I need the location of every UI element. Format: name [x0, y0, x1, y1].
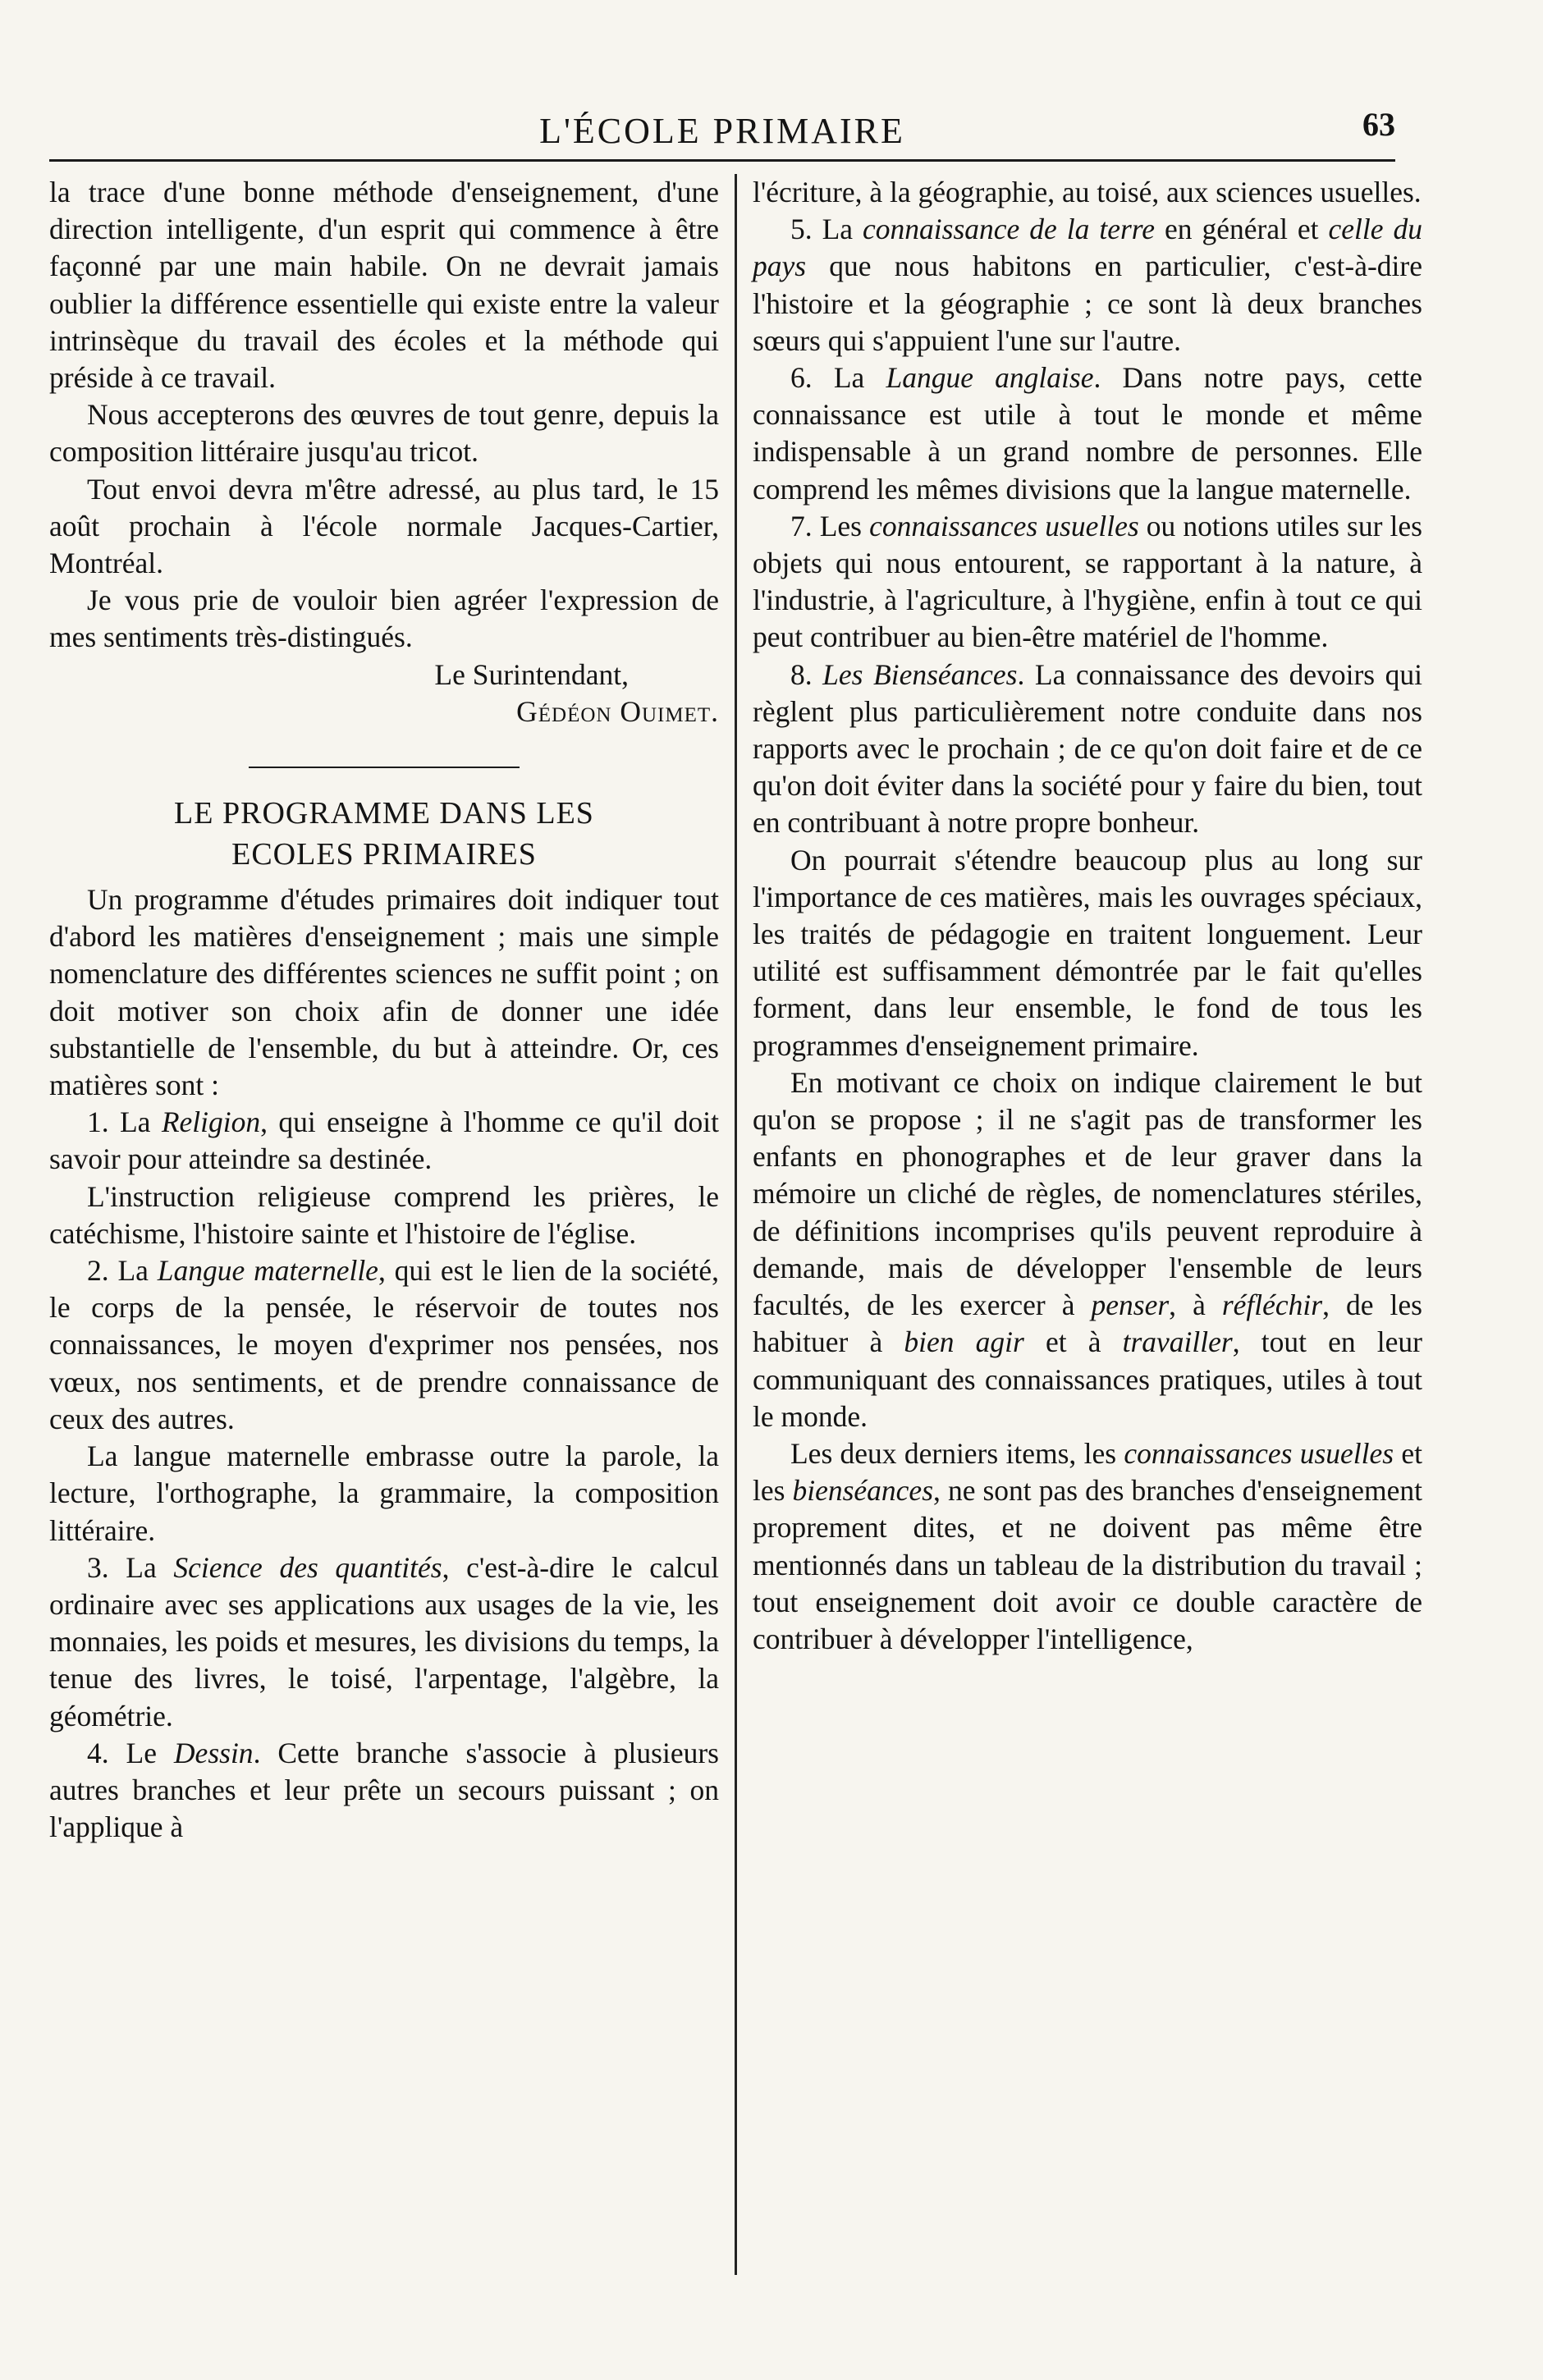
list-item: 7. Les connaissances usuelles ou notions utiles sur les objets qui nous entourent, se rapportant à la nature, à l'industrie, à l'agriculture, à l'hygiène, enfin à tout ce qui peut contribuer au bien-être matériel de l'homme. — [753, 509, 1422, 654]
list-item: 8. Les Bienséances. La connaissance des devoirs qui règlent plus particulièrement notre conduite dans nos rapports avec le prochain ; de ce qu'on doit faire et de ce qu'on doit éviter dans la société pour y faire du bien, tout en contribuant à notre propre bonheur. — [753, 657, 1422, 840]
emphasis: Les Bienséances — [822, 657, 1018, 691]
emphasis: connaissance de la terre — [863, 213, 1156, 246]
signature-title: Le Surintendant, — [434, 657, 629, 691]
emphasis: Dessin — [173, 1736, 254, 1769]
list-item: 3. La Science des quantités, c'est-à-dire le calcul ordinaire avec ses applications aux usages de la vie, les monnaies, les poids et mesures, les divisions du temps, la tenue des livres, le toisé, l'arpentage, l'algèbre, la géométrie. — [49, 1550, 719, 1732]
emphasis: Langue maternelle — [157, 1254, 378, 1288]
section-heading — [49, 793, 719, 875]
paragraph: L'instruction religieuse comprend les prières, le catéchisme, l'histoire sainte et l'histoire de l'église. — [49, 1179, 719, 1250]
list-item: 6. La Langue anglaise. Dans notre pays, cette connaissance est utile à tout le monde et même indispensable à un grand nombre de personnes. Elle comprend les mêmes divisions que la langue maternelle. — [753, 361, 1422, 506]
emphasis: connaissances usuelles — [869, 509, 1139, 542]
paragraph: Tout envoi devra m'être adressé, au plus tard, le 15 août prochain à l'école normale Jacques-Cartier, Montréal. — [49, 472, 719, 580]
list-item: 1. La Religion, qui enseigne à l'homme ce qu'il doit savoir pour atteindre sa destinée. — [49, 1105, 719, 1176]
list-item: 5. La connaissance de la terre en général et celle du pays que nous habitons en particulier, c'est-à-dire l'histoire et la géographie ; ce sont là deux branches sœurs qui s'appuient l'une sur l'autre. — [753, 213, 1422, 357]
left-column — [49, 174, 719, 1846]
emphasis: penser — [1091, 1288, 1170, 1322]
page-number: 63 — [1362, 106, 1395, 143]
list-item: 4. Le Dessin. Cette branche s'associe à plusieurs autres branches et leur prête un secours puissant ; on l'applique à — [49, 1736, 719, 1844]
running-head — [49, 105, 1395, 154]
paragraph: Un programme d'études primaires doit indiquer tout d'abord les matières d'enseignement ; mais une simple nomenclature des différentes sciences ne suffit point ; on doit motiver son choix afin de donner une idée substantielle de l'ensemble, du but à atteindre. Or, ces matières sont : — [49, 883, 719, 1102]
header-rule — [49, 159, 1395, 162]
column-divider — [735, 174, 737, 2275]
paragraph: On pourrait s'étendre beaucoup plus au long sur l'importance de ces matières, mais les ouvrages spéciaux, les traités de pédagogie en traitent longuement. Leur utilité est suffisamment démontrée par le fait qu'elles forment, dans leur ensemble, le fond de tous les programmes d'enseignement primaire. — [753, 843, 1422, 1062]
journal-title: L'ÉCOLE PRIMAIRE — [539, 111, 905, 151]
paragraph: En motivant ce choix on indique clairement le but qu'on se propose ; il ne s'agit pas de transformer les enfants en phonographes et de leur graver dans la mémoire un cliché de règles, de nomenclatures stériles, de définitions incomprises qu'ils peuvent reproduire à demande, mais de développer l'ensemble de leurs facultés, de les exercer à penser, à réfléchir, de les habituer à bien agir et à travailler, tout en leur communiquant des connaissances pratiques, utiles à tout le monde. — [753, 1065, 1422, 1433]
emphasis: réfléchir — [1221, 1288, 1323, 1322]
list-item: 2. La Langue maternelle, qui est le lien de la société, le corps de la pensée, le réservoir de toutes nos connaissances, le moyen d'exprimer nos pensées, nos vœux, nos sentiments, et de prendre connaissance de ceux des autres. — [49, 1254, 720, 1435]
right-column — [753, 174, 1422, 1658]
emphasis: Langue anglaise — [886, 361, 1094, 395]
paragraph: Nous accepterons des œuvres de tout genre, depuis la composition littéraire jusqu'au tricot. — [49, 398, 719, 469]
emphasis: bien agir — [904, 1325, 1024, 1359]
signature-name: Gédéon Ouimet. — [516, 694, 719, 728]
emphasis: connaissances usuelles — [1124, 1436, 1394, 1470]
paragraph: la trace d'une bonne méthode d'enseignement, d'une direction intelligente, d'un esprit qui commence à être façonné par une main habile. On ne devrait jamais oublier la différence essentielle qui existe entre la valeur intrinsèque du travail des écoles et la méthode qui préside à ce travail. — [49, 176, 719, 395]
paragraph: Les deux derniers items, les connaissances usuelles et les bienséances, ne sont pas des branches d'enseignement proprement dites, et ne doivent pas même être mentionnés dans un tableau de la distribution du travail ; tout enseignement doit avoir ce double caractère de contribuer à développer l'intelligence, — [753, 1436, 1422, 1655]
paragraph: Je vous prie de vouloir bien agréer l'expression de mes sentiments très-distingués. — [49, 584, 719, 654]
section-heading-line-2: ECOLES PRIMAIRES — [231, 837, 537, 872]
paragraph: l'écriture, à la géographie, au toisé, aux sciences usuelles. — [753, 176, 1422, 208]
emphasis: Science des quantités — [173, 1550, 442, 1584]
emphasis: Religion — [161, 1105, 261, 1139]
section-divider — [249, 767, 520, 768]
paragraph: La langue maternelle embrasse outre la parole, la lecture, l'orthographe, la grammaire, la composition littéraire. — [49, 1439, 719, 1547]
emphasis: celle du pays — [753, 213, 1422, 283]
section-heading-line-1: LE PROGRAMME DANS LES — [174, 796, 594, 831]
emphasis: bienséances — [792, 1474, 934, 1508]
emphasis: travailler — [1122, 1325, 1233, 1359]
